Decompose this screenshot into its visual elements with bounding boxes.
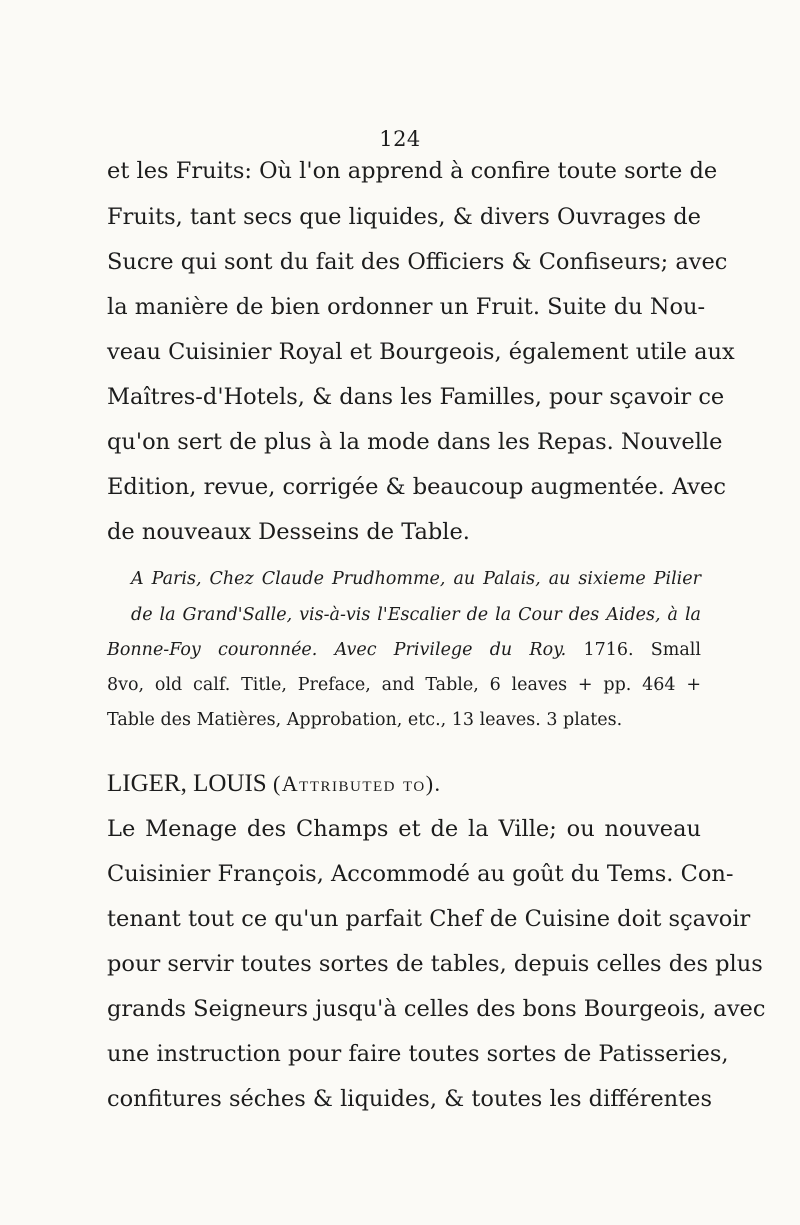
- entry1-title-line-6: Maîtres-d'Hotels, & dans les Familles, pour sçavoir ce: [107, 384, 725, 410]
- entry2-title-line-3: tenant tout ce qu'un parfait Chef de Cuisine doit sçavoir: [107, 906, 751, 932]
- entry1-imprint-line-2: de la Grand'Salle, vis-à-vis l'Escalier de la Cour des Aides, à la: [131, 605, 701, 625]
- entry1-collation-line-1: 8vo, old calf. Title, Preface, and Table, 6 leaves + pp. 464 +: [107, 675, 701, 695]
- entry1-title-line-3: Sucre qui sont du fait des Officiers & Confiseurs; avec: [107, 249, 728, 275]
- entry2-title-line-5: grands Seigneurs jusqu'à celles des bons Bourgeois, avec: [107, 996, 766, 1022]
- entry2-title-line-6: une instruction pour faire toutes sortes de Patisseries,: [107, 1041, 729, 1067]
- entry1-title-line-9: de nouveaux Desseins de Table.: [107, 519, 470, 545]
- entry1-title-line-7: qu'on sert de plus à la mode dans les Repas. Nouvelle: [107, 429, 723, 455]
- entry1-imprint-line-1: A Paris, Chez Claude Prudhomme, au Palais, au sixieme Pilier: [131, 569, 701, 589]
- entry2-heading: [107, 768, 442, 800]
- author-name: LIGER, LOUIS: [107, 770, 267, 797]
- imprint-date-segment: 1716. Small: [583, 640, 701, 660]
- entry2-title-line-4: pour servir toutes sortes de tables, depuis celles des plus: [107, 951, 763, 977]
- author-attribution: (Attributed to).: [272, 771, 442, 796]
- entry1-title-line-5: veau Cuisinier Royal et Bourgeois, également utile aux: [107, 339, 735, 365]
- entry2-title-line-7: confitures séches & liquides, & toutes les différentes: [107, 1086, 713, 1112]
- entry1-title-line-4: la manière de bien ordonner un Fruit. Suite du Nou-: [107, 294, 706, 320]
- entry1-imprint-line-3: [107, 638, 701, 662]
- entry2-title-line-1: Le Menage des Champs et de la Ville; ou nouveau: [107, 816, 701, 842]
- entry1-title-line-8: Edition, revue, corrigée & beaucoup augmentée. Avec: [107, 474, 726, 500]
- entry1-collation-line-2: Table des Matières, Approbation, etc., 13 leaves. 3 plates.: [107, 710, 623, 730]
- imprint-italic-segment: Bonne-Foy couronnée. Avec Privilege du Roy.: [107, 640, 567, 660]
- entry1-title-line-2: Fruits, tant secs que liquides, & divers Ouvrages de: [107, 204, 701, 230]
- page-number: 124: [379, 127, 421, 151]
- entry2-title-line-2: Cuisinier François, Accommodé au goût du Tems. Con-: [107, 861, 734, 887]
- entry1-title-line-1: et les Fruits: Où l'on apprend à confire toute sorte de: [107, 158, 718, 184]
